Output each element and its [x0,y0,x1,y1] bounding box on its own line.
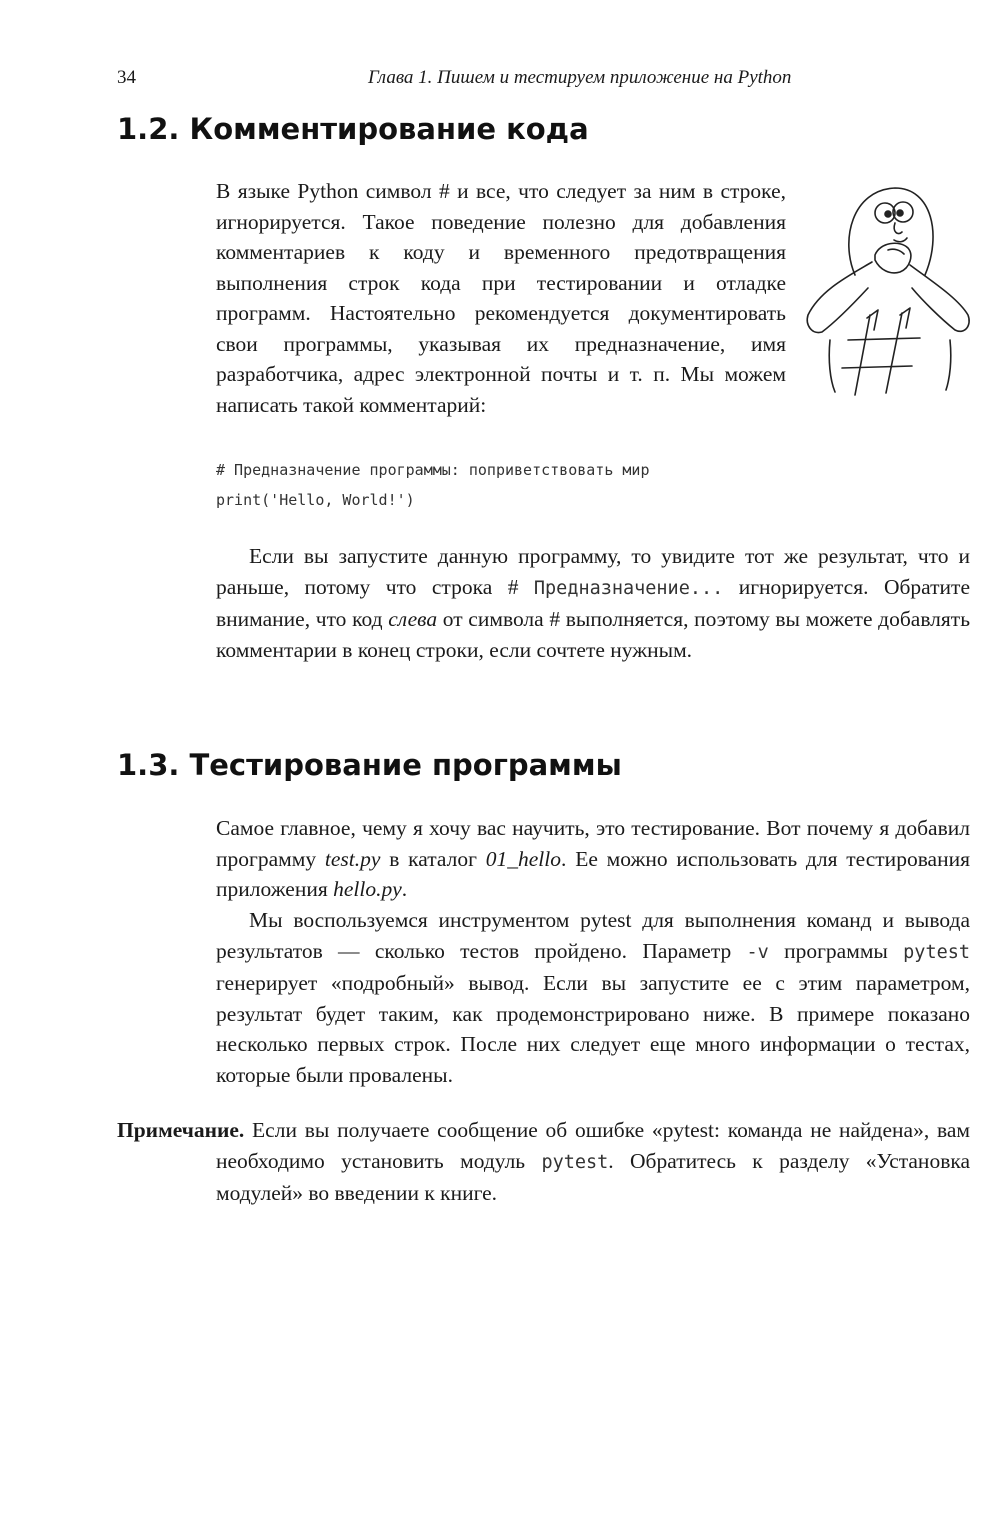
text-run: . Обратитесь к разделу «Установка модулей» во введении к книге. [216,1148,971,1205]
text-run: Если вы получаете сообщение об ошибке «pytest: команда не найдена», вам необходимо установить модуль [216,1118,970,1173]
text-run: Мы воспользуемся инструментом pytest для выполнения команд и вывода результатов — сколько тестов пройдено. Параметр [216,908,970,963]
note-block [117,1115,970,1209]
section-heading-testing: 1.3. Тестирование программы [117,748,622,782]
code-listing [216,455,649,515]
text-run: генерирует «подробный» вывод. Если вы запустите ее с этим параметром, результат будет таким, как продемонстрировано ниже. В примере показано несколько первых строк. После них следует еще много информации о тестах, которые были провалены. [216,971,970,1087]
emphasis: слева [388,607,438,631]
filename: test.py [324,846,381,871]
text-run: Если вы запустите данную программу, то увидите тот же результат, что и раньше, потому что строка # [216,544,970,599]
section-heading-comments: 1.2. Комментирование кода [117,112,589,146]
text-run: в каталог [380,846,486,871]
inline-code: -v [746,941,769,963]
page-number: 34 [117,67,136,88]
dirname: 01_hello [485,846,562,871]
inline-code: pytest [903,941,970,963]
text-run: игнорируется. Обратите внимание, что код [216,574,970,631]
note-label: Примечание. [117,1118,245,1142]
code-line: # Предназначение программы: поприветствовать мир [216,461,650,479]
text-run: от символа # выполняется, поэтому вы можете добавлять комментарии в конец строки, если сочтете нужным. [216,607,971,662]
testing-paragraph-2 [216,905,970,1090]
text-run: . Ее можно использовать для тестирования приложения [216,846,971,901]
text-run: программы [768,938,904,963]
running-header: Глава 1. Пишем и тестируем приложение на Python [368,67,792,88]
filename: hello.py [333,877,402,901]
code-line: print('Hello, World!') [216,491,415,509]
inline-code: pytest [541,1151,609,1173]
testing-paragraph-1 [216,813,970,905]
intro-paragraph: В языке Python символ # и все, что следует за ним в строке, игнорируется. Такое поведение полезно для добавления комментариев к коду и временного предотвращения выполнения строк кода при тестировании и отладке программ. Настоятельно рекомендуется документировать свои программы, указывая их предназначение, имя разработчика, адрес электронной почты и т. п. Мы можем написать такой комментарий: [216,179,786,417]
inline-code: Предназначение... [533,577,724,599]
note-text [117,1115,970,1209]
paragraph-after-code [216,541,970,665]
text-run: . [401,877,408,901]
text-run: Самое главное, чему я хочу вас научить, это тестирование. Вот почему я добавил программу [216,816,970,871]
hash-character-icon [800,180,980,405]
